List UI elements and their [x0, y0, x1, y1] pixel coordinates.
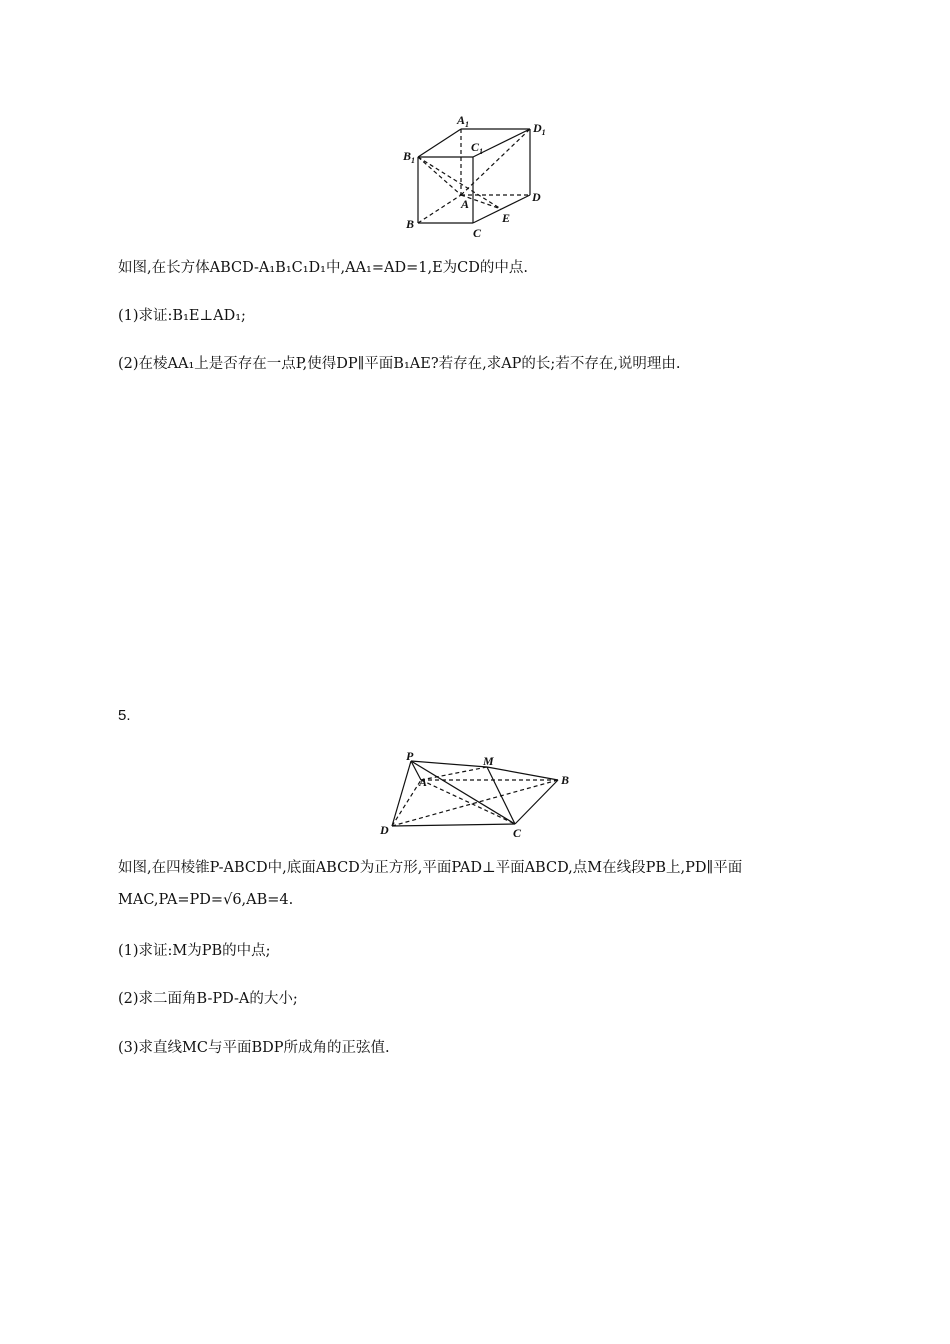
- edge-b1a1: [418, 129, 461, 157]
- problem5-q3: (3)求直线MC与平面BDP所成角的正弦值.: [118, 1040, 390, 1056]
- label-c: C: [513, 826, 522, 840]
- diag-db: [392, 780, 558, 826]
- label-a: A: [461, 197, 470, 211]
- edge-mb: [487, 767, 558, 780]
- edge-pm: [411, 761, 487, 767]
- label-e: E: [502, 211, 511, 225]
- label-c: C: [473, 226, 482, 240]
- label-b: B: [561, 773, 570, 787]
- diag-ac: [421, 780, 515, 824]
- label-b: B: [406, 217, 415, 231]
- edge-ba: [418, 195, 461, 223]
- problem5-number: 5.: [118, 707, 131, 724]
- label-m: M: [483, 754, 494, 768]
- label-p: P: [406, 749, 414, 763]
- label-c1: $C_1$: [471, 140, 484, 156]
- label-a1: $A_1$: [457, 113, 470, 129]
- problem4-q1: (1)求证:B₁E⊥AD₁;: [118, 308, 246, 324]
- seg-b1a: [418, 157, 461, 195]
- edge-pd: [392, 761, 411, 826]
- problem4-q2: (2)在棱AA₁上是否存在一点P,使得DP∥平面B₁AE?若存在,求AP的长;若不存在,说明理由.: [118, 356, 681, 372]
- label-a: A: [419, 775, 428, 789]
- edge-dc: [392, 824, 515, 826]
- cuboid-figure: [398, 110, 558, 245]
- diag-ad1: [461, 129, 530, 195]
- label-d: D: [532, 190, 541, 204]
- label-d: D: [380, 823, 389, 837]
- edge-da: [392, 780, 421, 826]
- edge-cb: [515, 780, 558, 824]
- problem5-stem-line2: MAC,PA=PD=√6,AB=4.: [118, 892, 294, 908]
- seg-b1e: [418, 157, 501, 209]
- problem5-q1: (1)求证:M为PB的中点;: [118, 943, 271, 959]
- problem5-q2: (2)求二面角B-PD-A的大小;: [118, 991, 298, 1007]
- label-d1: $D_1$: [533, 121, 546, 137]
- problem4-stem: 如图,在长方体ABCD-A₁B₁C₁D₁中,AA₁=AD=1,E为CD的中点.: [118, 260, 528, 276]
- problem5-stem-line1: 如图,在四棱锥P-ABCD中,底面ABCD为正方形,平面PAD⊥平面ABCD,点M在线段PB上,PD∥平面: [118, 860, 743, 876]
- pyramid-figure: [375, 748, 575, 840]
- label-b1: $B_1$: [403, 149, 416, 165]
